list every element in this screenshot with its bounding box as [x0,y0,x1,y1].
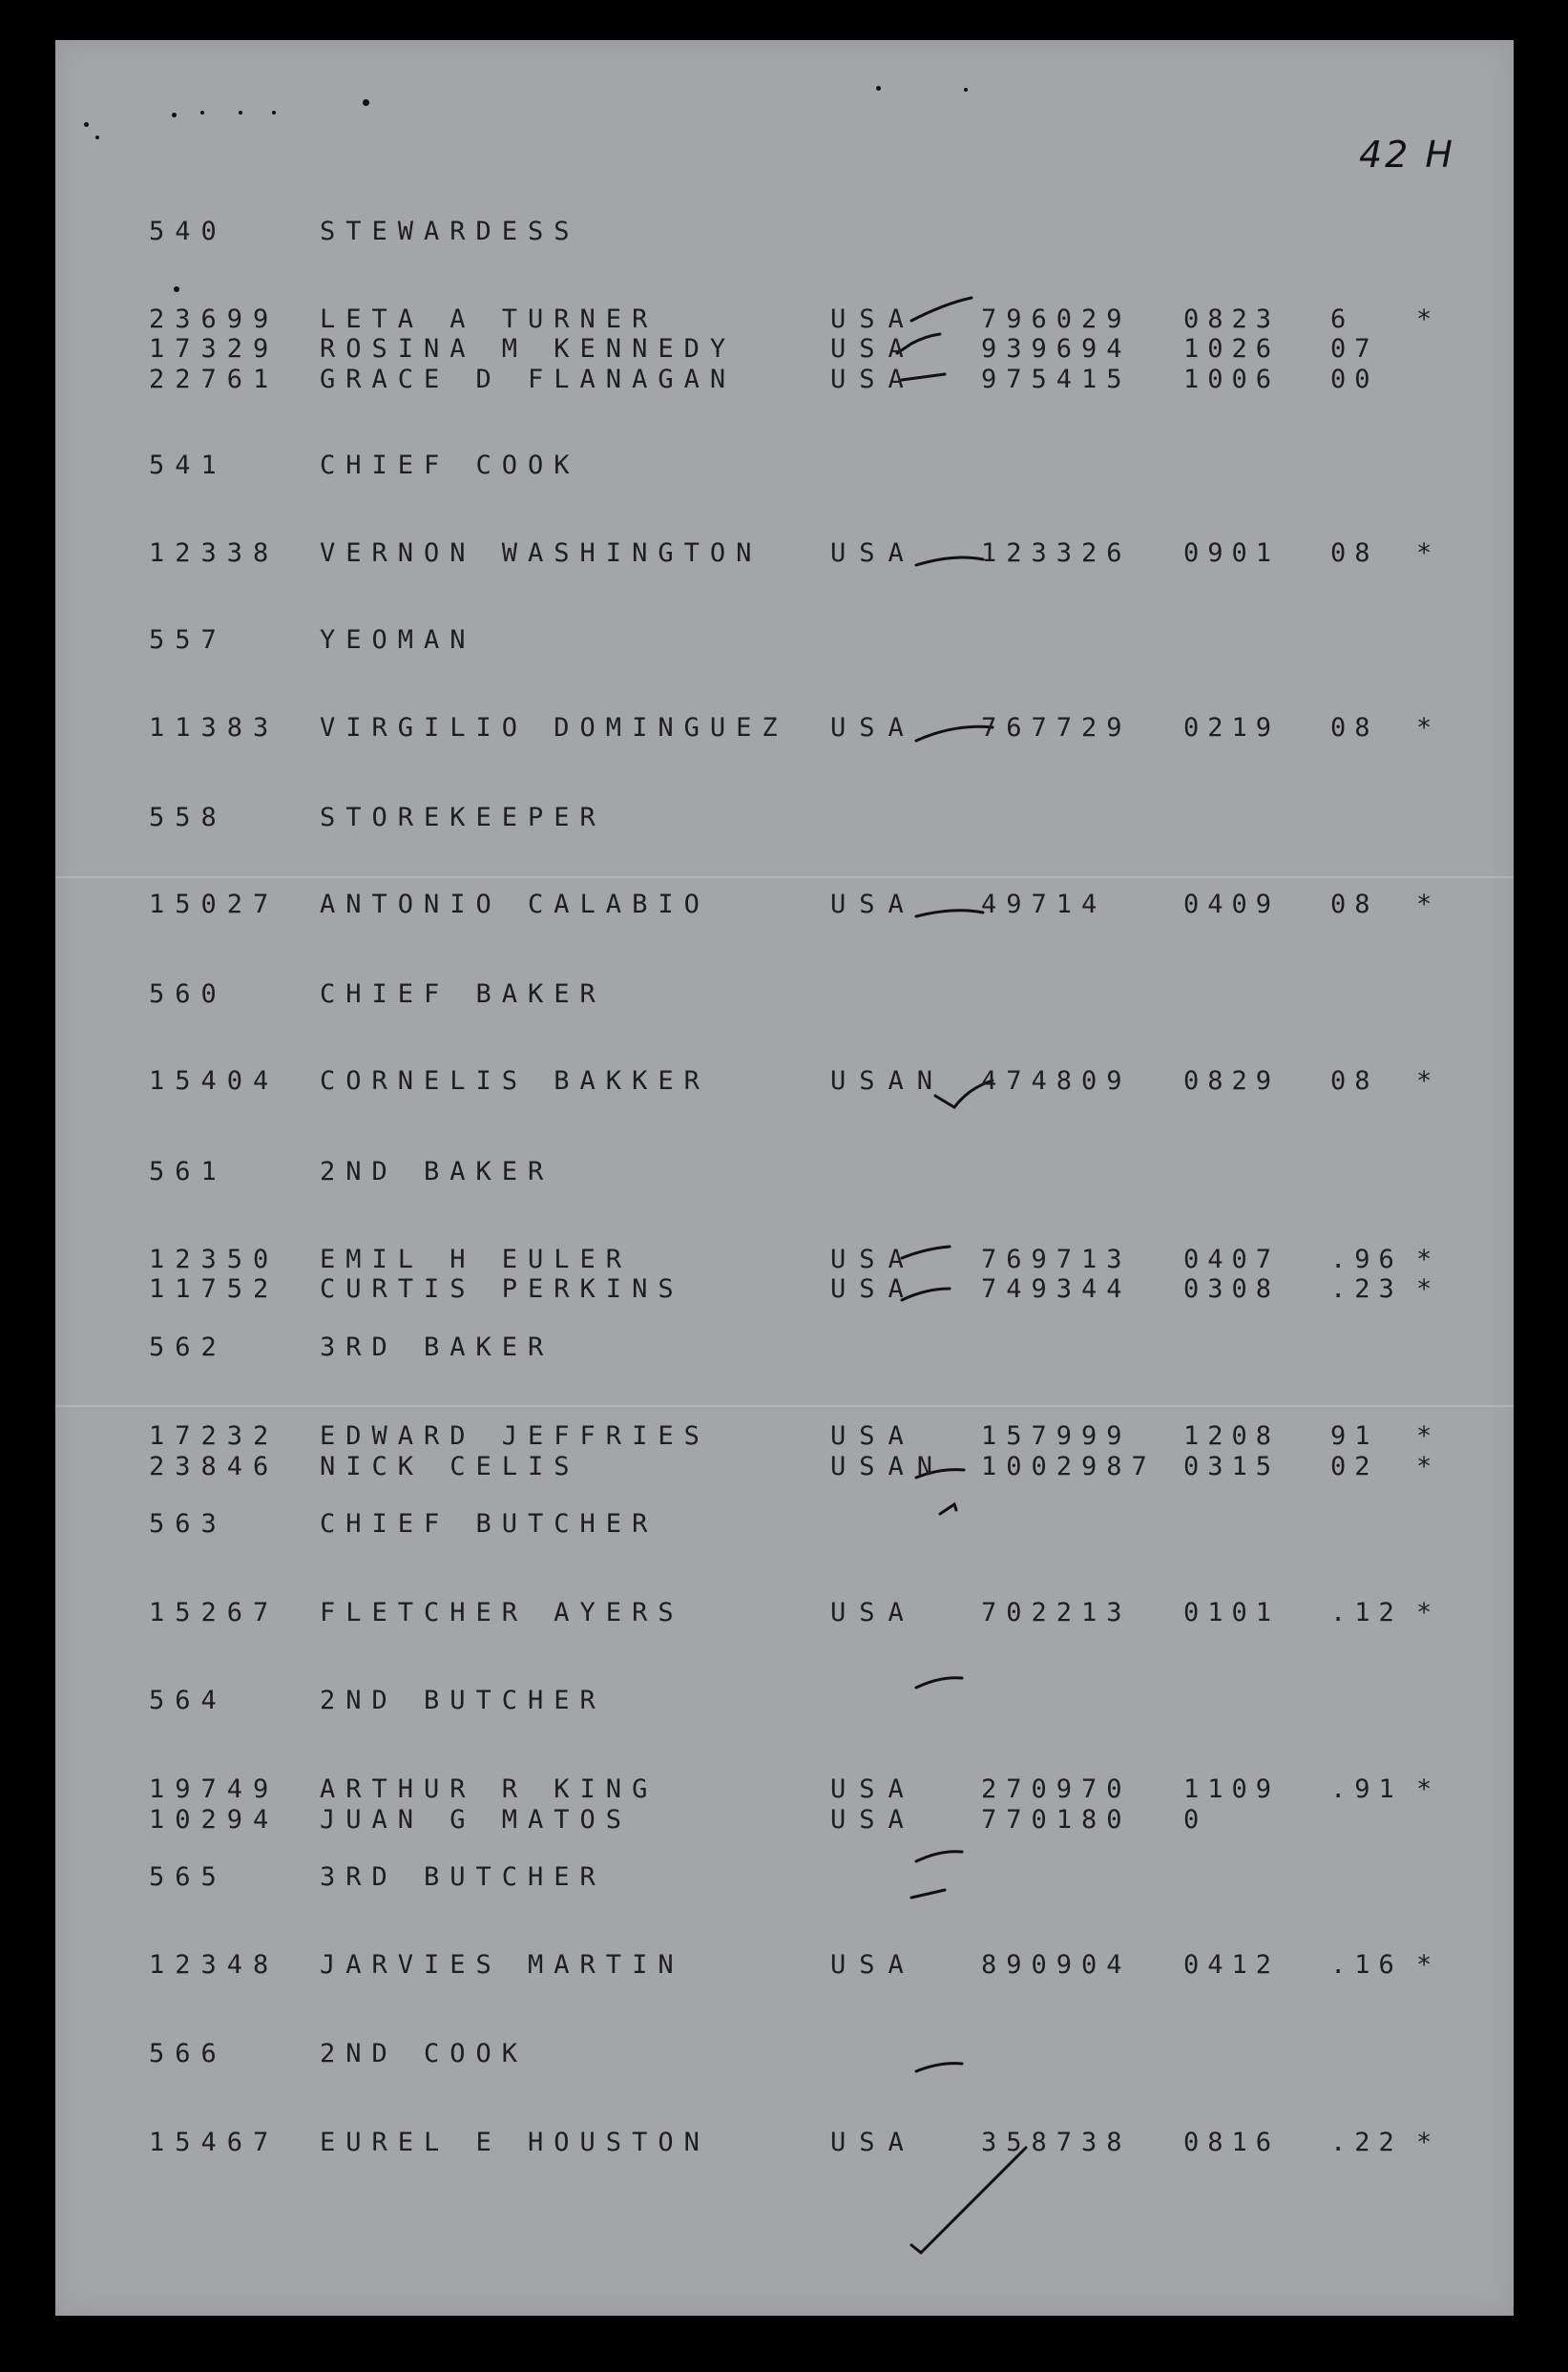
entry-name: JUAN G MATOS [320,1805,633,1835]
entry-value: 02 [1330,1452,1379,1481]
entry-country: USA [830,1774,917,1804]
entry-value: 91 [1330,1421,1379,1451]
section-code: 563 [149,1509,227,1539]
section-title: 3RD BUTCHER [320,1862,606,1892]
entry-id: 796029 [981,304,1132,334]
entry-mark: * [1416,1598,1443,1627]
entry-mark: * [1416,1245,1443,1274]
entry-name: CURTIS PERKINS [320,1274,684,1304]
entry-date: 0219 [1183,713,1281,743]
entry-date: 0407 [1183,1245,1281,1274]
entry-name: ARTHUR R KING [320,1774,659,1804]
entry-name: EUREL E HOUSTON [320,2128,710,2157]
entry-name: ANTONIO CALABIO [320,890,710,919]
entry-mark: * [1416,1066,1443,1096]
entry-value: .23 [1330,1274,1403,1304]
section-title: 2ND COOK [320,2039,529,2068]
entry-country: USA [830,1245,917,1274]
entry-number: 17232 [149,1421,280,1451]
entry-value: 08 [1330,713,1379,743]
entry-mark: * [1416,1452,1443,1481]
entry-name: GRACE D FLANAGAN [320,365,737,394]
section-title: 3RD BAKER [320,1333,554,1362]
entry-date: 0901 [1183,538,1281,568]
entry-number: 23846 [149,1452,280,1481]
entry-value: .16 [1330,1950,1403,1980]
entry-mark: * [1416,538,1443,568]
entry-id: 474809 [981,1066,1132,1096]
entry-country: USA [830,1805,917,1835]
section-code: 541 [149,451,227,480]
entry-date: 1109 [1183,1774,1281,1804]
entry-country: USA [830,890,917,919]
section-code: 560 [149,979,227,1009]
entry-country: USA [830,304,917,334]
entry-number: 22761 [149,365,280,394]
entry-date: 0412 [1183,1950,1281,1980]
entry-date: 0 [1183,1805,1208,1835]
entry-id: 270970 [981,1774,1132,1804]
section-title: CHIEF BUTCHER [320,1509,659,1539]
entry-number: 15467 [149,2128,280,2157]
entry-country: USA [830,538,917,568]
entry-name: NICK CELIS [320,1452,580,1481]
entry-date: 0823 [1183,304,1281,334]
page-number-mark: 42 H [1359,134,1456,176]
section-code: 540 [149,217,227,246]
section-title: YEOMAN [320,625,476,655]
entry-country: USA [830,1950,917,1980]
entry-name: VERNON WASHINGTON [320,538,763,568]
entry-number: 17329 [149,334,280,364]
entry-country: USA [830,713,917,743]
entry-name: EMIL H EULER [320,1245,633,1274]
entry-number: 15027 [149,890,280,919]
entry-id: 890904 [981,1950,1132,1980]
entry-country: USA [830,1421,917,1451]
entry-name: LETA A TURNER [320,304,659,334]
entry-value: .22 [1330,2128,1403,2157]
entry-id: 702213 [981,1598,1132,1627]
section-title: CHIEF COOK [320,451,580,480]
entry-value: 00 [1330,365,1379,394]
entry-date: 1026 [1183,334,1281,364]
section-title: STEWARDESS [320,217,580,246]
entry-value: 07 [1330,334,1379,364]
entry-id: 1002987 [981,1452,1157,1481]
entry-date: 0101 [1183,1598,1281,1627]
entry-date: 1208 [1183,1421,1281,1451]
entry-name: VIRGILIO DOMINGUEZ [320,713,788,743]
entry-number: 12338 [149,538,280,568]
entry-number: 23699 [149,304,280,334]
entry-value: 08 [1330,1066,1379,1096]
entry-date: 1006 [1183,365,1281,394]
entry-name: JARVIES MARTIN [320,1950,684,1980]
entry-id: 123326 [981,538,1132,568]
entry-id: 975415 [981,365,1132,394]
entry-mark: * [1416,1950,1443,1980]
entry-number: 10294 [149,1805,280,1835]
entry-number: 12348 [149,1950,280,1980]
section-code: 565 [149,1862,227,1892]
section-title: 2ND BAKER [320,1157,554,1186]
entry-country: USAN [830,1452,947,1481]
entry-mark: * [1416,1421,1443,1451]
entry-value: 08 [1330,538,1379,568]
entry-country: USA [830,1598,917,1627]
entry-name: ROSINA M KENNEDY [320,334,737,364]
entry-value: .12 [1330,1598,1403,1627]
entry-mark: * [1416,1274,1443,1304]
entry-country: USA [830,1274,917,1304]
entry-id: 767729 [981,713,1132,743]
entry-number: 11752 [149,1274,280,1304]
section-code: 561 [149,1157,227,1186]
entry-value: .91 [1330,1774,1403,1804]
entry-id: 769713 [981,1245,1132,1274]
section-code: 562 [149,1333,227,1362]
entry-name: CORNELIS BAKKER [320,1066,710,1096]
entry-id: 939694 [981,334,1132,364]
entry-mark: * [1416,304,1443,334]
entry-id: 749344 [981,1274,1132,1304]
entry-id: 770180 [981,1805,1132,1835]
section-title: 2ND BUTCHER [320,1686,606,1715]
entry-mark: * [1416,713,1443,743]
entry-number: 15404 [149,1066,280,1096]
entry-value: 08 [1330,890,1379,919]
section-code: 558 [149,803,227,832]
entry-id: 157999 [981,1421,1132,1451]
entry-number: 12350 [149,1245,280,1274]
entry-date: 0829 [1183,1066,1281,1096]
entry-country: USA [830,365,917,394]
entry-number: 15267 [149,1598,280,1627]
entry-number: 11383 [149,713,280,743]
section-title: STOREKEEPER [320,803,606,832]
section-title: CHIEF BAKER [320,979,606,1009]
entry-date: 0816 [1183,2128,1281,2157]
entry-name: FLETCHER AYERS [320,1598,684,1627]
entry-mark: * [1416,1774,1443,1804]
section-code: 557 [149,625,227,655]
entry-date: 0315 [1183,1452,1281,1481]
entry-mark: * [1416,890,1443,919]
entry-country: USA [830,2128,917,2157]
entry-date: 0308 [1183,1274,1281,1304]
entry-number: 19749 [149,1774,280,1804]
entry-mark: * [1416,2128,1443,2157]
entry-name: EDWARD JEFFRIES [320,1421,710,1451]
entry-id: 358738 [981,2128,1132,2157]
entry-value: 6 [1330,304,1355,334]
section-code: 566 [149,2039,227,2068]
section-code: 564 [149,1686,227,1715]
entry-date: 0409 [1183,890,1281,919]
entry-value: .96 [1330,1245,1403,1274]
entry-id: 49714 [981,890,1107,919]
entry-country: USAN [830,1066,947,1096]
entry-country: USA [830,334,917,364]
